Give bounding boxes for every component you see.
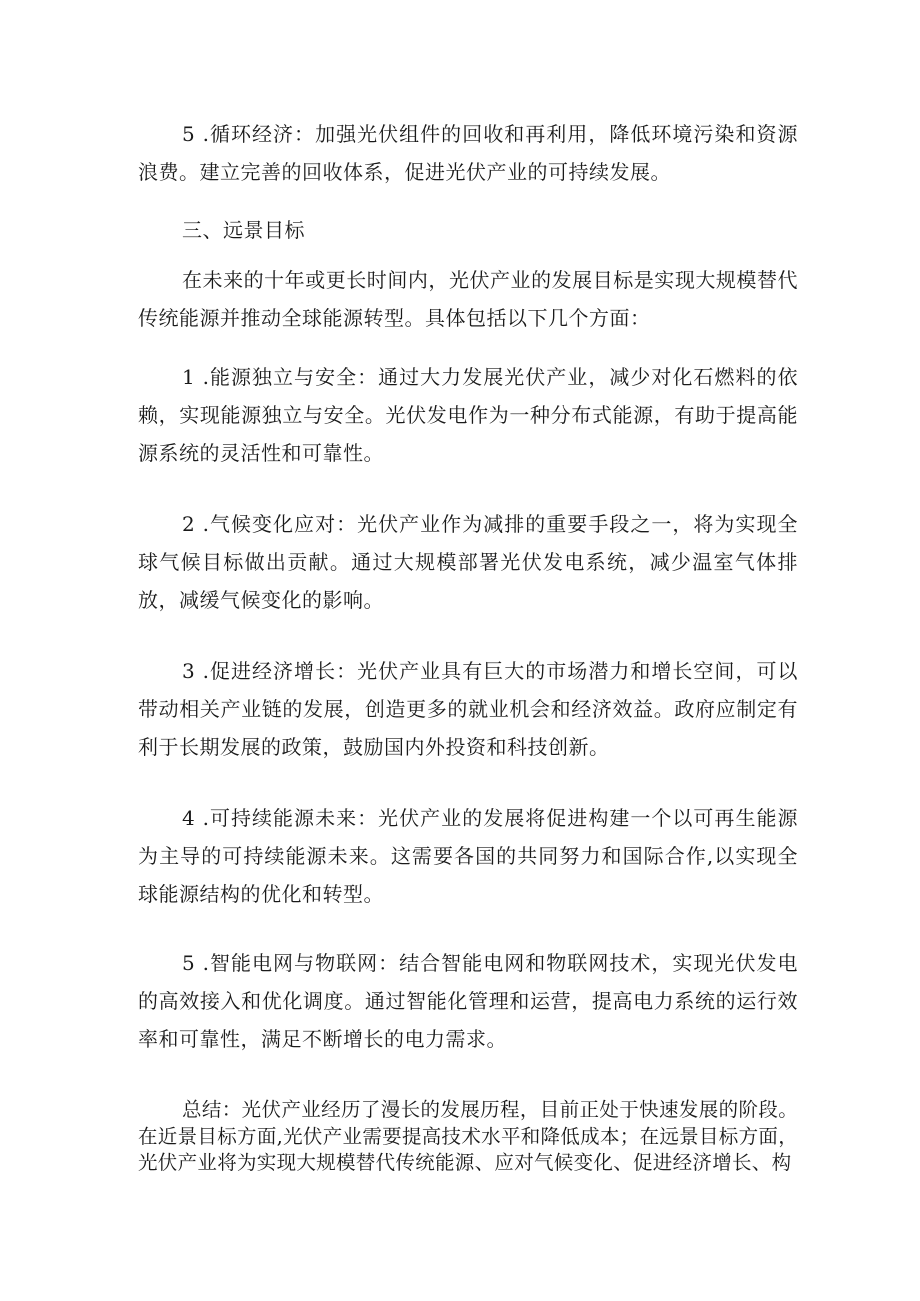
paragraph-climate-change: 2 .气候变化应对：光伏产业作为减排的重要手段之一，将为实现全球气候目标做出贡献。通过大规模部署光伏发电系统，减少温室气体排放，减缓气候变化的影响。 [138, 512, 798, 612]
paragraph-circular-economy: 5 .循环经济：加强光伏组件的回收和再利用，降低环境污染和资源浪费。建立完善的回收体系，促进光伏产业的可持续发展。 [138, 122, 798, 184]
paragraph-energy-independence: 1 .能源独立与安全：通过大力发展光伏产业，减少对化石燃料的依赖，实现能源独立与安全。光伏发电作为一种分布式能源，有助于提高能源系统的灵活性和可靠性。 [138, 365, 798, 465]
paragraph-summary: 总结：光伏产业经历了漫长的发展历程，目前正处于快速发展的阶段。在近景目标方面,光伏产业需要提高技术水平和降低成本；在远景目标方面，光伏产业将为实现大规模替代传统能源、应对气候变化、促进经济增长、构 [138, 1098, 798, 1174]
paragraph-smart-grid: 5 .智能电网与物联网：结合智能电网和物联网技术，实现光伏发电的高效接入和优化调度。通过智能化管理和运营，提高电力系统的运行效率和可靠性，满足不断增长的电力需求。 [138, 951, 798, 1051]
section-heading-long-term-goals: 三、远景目标 [182, 218, 305, 242]
paragraph-long-term-intro: 在未来的十年或更长时间内，光伏产业的发展目标是实现大规模替代传统能源并推动全球能源转型。具体包括以下几个方面： [138, 268, 798, 330]
paragraph-sustainable-future: 4 .可持续能源未来：光伏产业的发展将促进构建一个以可再生能源为主导的可持续能源未来。这需要各国的共同努力和国际合作,以实现全球能源结构的优化和转型。 [138, 806, 798, 906]
paragraph-economic-growth: 3 .促进经济增长：光伏产业具有巨大的市场潜力和增长空间，可以带动相关产业链的发展，创造更多的就业机会和经济效益。政府应制定有利于长期发展的政策，鼓励国内外投资和科技创新。 [138, 659, 798, 759]
